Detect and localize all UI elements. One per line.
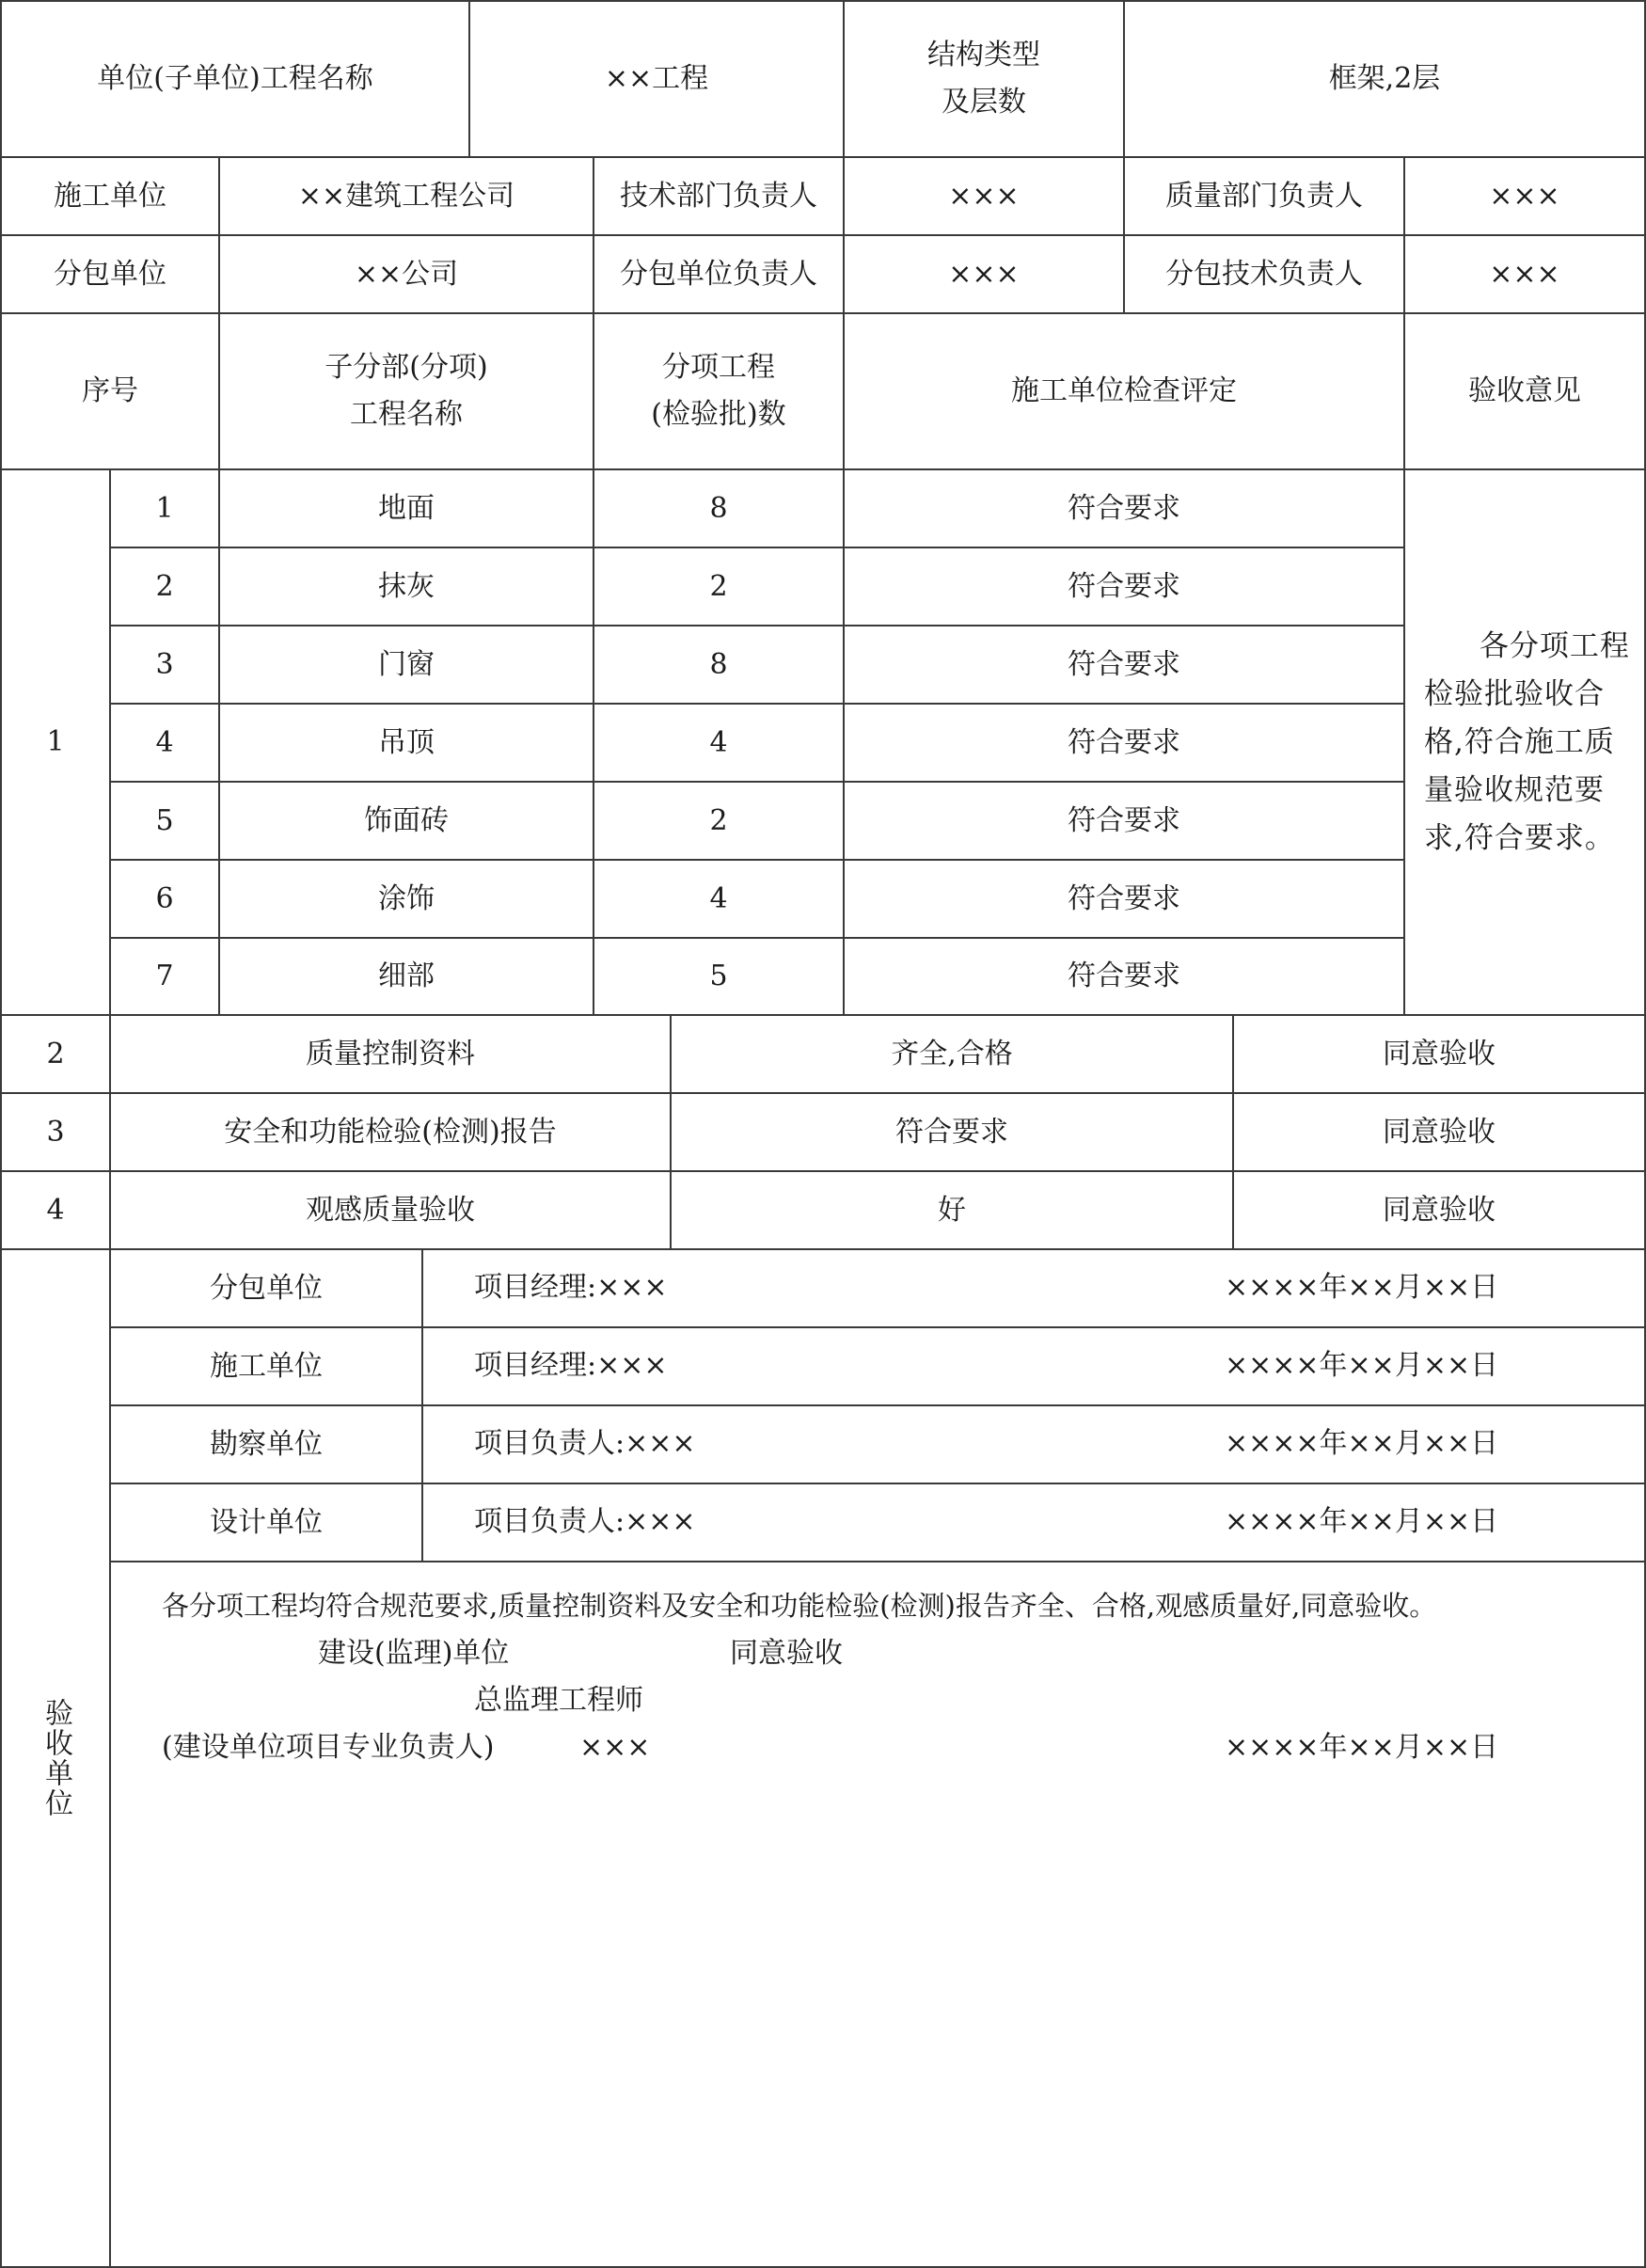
signoff-person: 项目负责人:×××	[474, 1427, 696, 1460]
row-result: 符合要求	[1068, 491, 1180, 525]
signoff-unit: 设计单位	[210, 1505, 323, 1539]
col-header-check: 施工单位检查评定	[1011, 374, 1237, 407]
row-result: 符合要求	[1068, 647, 1180, 681]
signoff-unit: 施工单位	[210, 1349, 323, 1383]
row-name: 地面	[378, 491, 435, 525]
row-result: 符合要求	[1068, 725, 1180, 759]
acceptance-label-text: 验收单位	[40, 1698, 72, 1818]
project-name-label: 单位(子单位)工程名称	[97, 62, 373, 95]
row-divider	[109, 1561, 1646, 1562]
structure-type-label-line2: 及层数	[942, 86, 1026, 119]
item-result: 好	[938, 1193, 966, 1227]
col-header-sub-name	[220, 314, 593, 468]
row-count: 2	[709, 569, 728, 603]
row-name: 门窗	[378, 647, 435, 681]
acceptance-label	[2, 1251, 109, 2265]
subcontractor-label: 分包单位	[54, 257, 166, 291]
row-count: 4	[709, 725, 728, 759]
sub-head-label: 分包单位负责人	[620, 257, 817, 291]
signoff-person: 项目负责人:×××	[474, 1505, 696, 1538]
item-result: 齐全,合格	[891, 1037, 1013, 1071]
row-no: 7	[155, 960, 174, 992]
item-opinion: 同意验收	[1383, 1037, 1496, 1071]
item-seq: 4	[46, 1193, 65, 1227]
supervisor-signature: ×××	[579, 1731, 651, 1764]
subcontractor-value: ××公司	[354, 257, 459, 291]
item-opinion: 同意验收	[1383, 1115, 1496, 1149]
project-name-value: ××工程	[604, 62, 709, 95]
signoff-date: ××××年××月××日	[1225, 1271, 1499, 1304]
item-seq: 3	[46, 1115, 65, 1149]
quality-head-label: 质量部门负责人	[1165, 179, 1363, 213]
tech-head-value: ×××	[948, 179, 1020, 213]
row-no: 2	[155, 569, 174, 603]
signoff-unit: 分包单位	[210, 1271, 323, 1305]
group1-opinion	[1411, 470, 1644, 1014]
col-header-count	[594, 314, 843, 468]
row-count: 2	[709, 803, 728, 837]
structure-type-label-line1: 结构类型	[927, 39, 1040, 71]
row-result: 符合要求	[1068, 881, 1180, 915]
contractor-value: ××建筑工程公司	[297, 179, 515, 213]
item-name: 观感质量验收	[306, 1193, 475, 1227]
row-name: 涂饰	[378, 881, 435, 915]
owner-rep-label: (建设单位项目专业负责人)	[162, 1731, 495, 1764]
row-name: 饰面砖	[364, 803, 449, 837]
col-header-sub-name-line2: 工程名称	[350, 398, 463, 431]
structure-type-label	[845, 2, 1123, 156]
item-result: 符合要求	[895, 1115, 1008, 1149]
signoff-unit: 勘察单位	[210, 1427, 323, 1461]
row-result: 符合要求	[1068, 803, 1180, 837]
row-result: 符合要求	[1068, 960, 1180, 992]
item-name: 质量控制资料	[306, 1037, 475, 1071]
tech-head-label: 技术部门负责人	[620, 179, 817, 213]
sub-tech-value: ×××	[1489, 257, 1560, 291]
signoff-date: ××××年××月××日	[1225, 1505, 1499, 1538]
col-header-count-line1: 分项工程	[662, 351, 775, 384]
row-no: 1	[155, 491, 174, 525]
col-header-count-line2: (检验批)数	[651, 398, 786, 431]
supervisor-unit: 建设(监理)单位	[318, 1637, 510, 1670]
col-header-sub-name-line1: 子分部(分项)	[324, 351, 488, 384]
col-header-opinion: 验收意见	[1468, 374, 1581, 407]
signoff-date: ××××年××月××日	[1225, 1427, 1499, 1460]
row-result: 符合要求	[1068, 569, 1180, 603]
row-count: 4	[709, 881, 728, 915]
row-name: 细部	[378, 960, 435, 992]
acceptance-conclusion: 各分项工程均符合规范要求,质量控制资料及安全和功能检验(检测)报告齐全、合格,观感质量好,同意验收。	[162, 1590, 1437, 1622]
quality-head-value: ×××	[1489, 179, 1560, 213]
row-count: 8	[709, 647, 728, 681]
contractor-label: 施工单位	[54, 179, 166, 213]
supervisor-opinion: 同意验收	[730, 1637, 843, 1670]
row-count: 5	[709, 960, 728, 992]
row-no: 5	[155, 803, 174, 837]
supervisor-date: ××××年××月××日	[1225, 1731, 1499, 1764]
row-no: 3	[155, 647, 174, 681]
row-count: 8	[709, 491, 728, 525]
sub-tech-label: 分包技术负责人	[1165, 257, 1363, 291]
signoff-date: ××××年××月××日	[1225, 1349, 1499, 1382]
sub-head-value: ×××	[948, 257, 1020, 291]
group1-opinion-text: 各分项工程检验批验收合格,符合施工质量验收规范要求,符合要求。	[1424, 628, 1630, 855]
col-divider	[421, 1248, 423, 1561]
row-name: 抹灰	[378, 569, 435, 603]
structure-type-value: 框架,2层	[1328, 62, 1441, 95]
signoff-person: 项目经理:×××	[474, 1271, 668, 1304]
row-name: 吊顶	[378, 725, 435, 759]
item-name: 安全和功能检验(检测)报告	[224, 1115, 557, 1149]
chief-engineer-label: 总监理工程师	[474, 1684, 643, 1717]
group1-seq: 1	[46, 725, 65, 758]
item-seq: 2	[46, 1037, 65, 1071]
item-opinion: 同意验收	[1383, 1193, 1496, 1227]
col-header-seq: 序号	[82, 374, 138, 407]
row-no: 4	[155, 725, 174, 759]
signoff-person: 项目经理:×××	[474, 1349, 668, 1382]
row-no: 6	[155, 881, 174, 915]
